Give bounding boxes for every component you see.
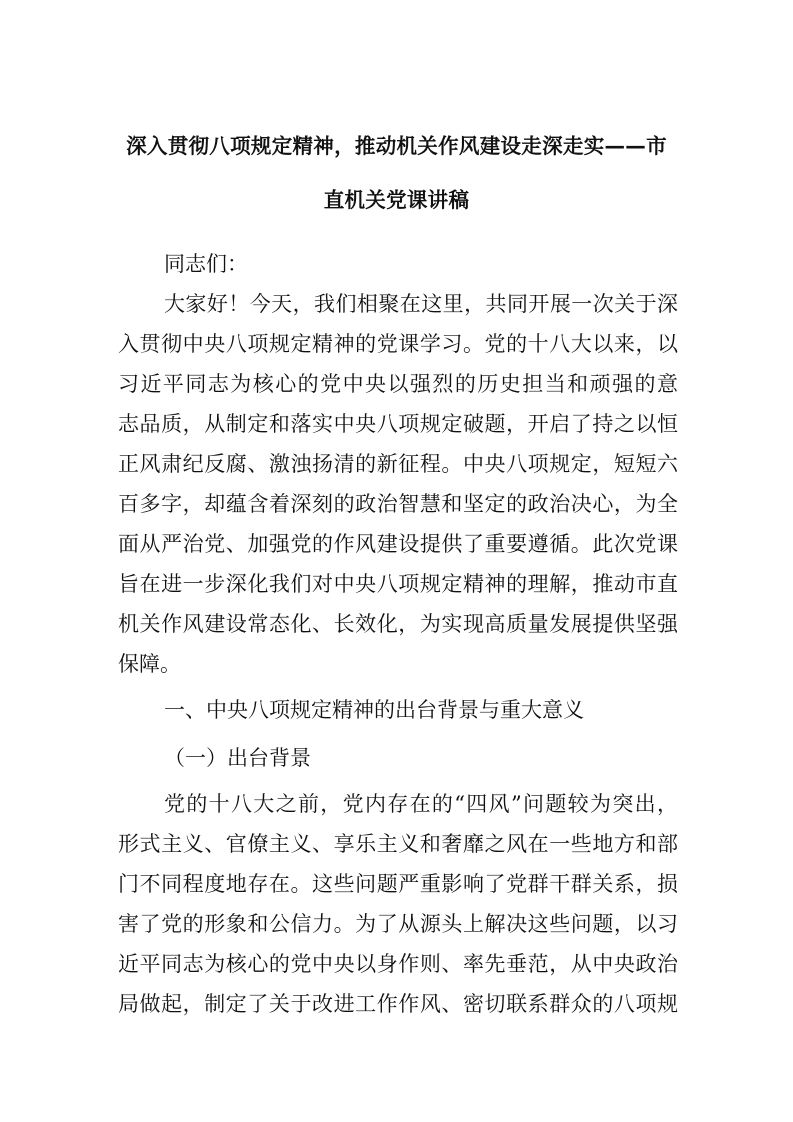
section-heading-1: 一、中央八项规定精神的出台背景与重大意义 [164, 698, 584, 722]
paragraph-1-line: 入贯彻中央八项规定精神的党课学习。党的十八大以来，以 [118, 332, 678, 356]
paragraph-1-line: 旨在进一步深化我们对中央八项规定精神的理解，推动市直 [118, 572, 678, 596]
paragraph-1-line: 志品质，从制定和落实中央八项规定破题，开启了持之以恒 [118, 412, 678, 436]
paragraph-2-line: 党的十八大之前，党内存在的“四风”问题较为突出， [164, 792, 678, 816]
paragraph-1-line: 保障。 [118, 652, 181, 676]
document-title-line-2: 直机关党课讲稿 [323, 188, 470, 212]
paragraph-1-line: 正风肃纪反腐、激浊扬清的新征程。中央八项规定，短短六 [118, 452, 678, 476]
subsection-heading-1: （一）出台背景 [164, 746, 311, 770]
paragraph-1-line: 大家好！今天，我们相聚在这里，共同开展一次关于深 [164, 292, 678, 316]
greeting: 同志们： [164, 252, 248, 276]
paragraph-1-line: 面从严治党、加强党的作风建设提供了重要遵循。此次党课 [118, 532, 678, 556]
paragraph-2-line: 害了党的形象和公信力。为了从源头上解决这些问题，以习 [118, 912, 678, 936]
paragraph-1-line: 百多字，却蕴含着深刻的政治智慧和坚定的政治决心，为全 [118, 492, 678, 516]
paragraph-1-line: 机关作风建设常态化、长效化，为实现高质量发展提供坚强 [118, 612, 678, 636]
paragraph-1-line: 习近平同志为核心的党中央以强烈的历史担当和顽强的意 [118, 372, 678, 396]
paragraph-2-line: 近平同志为核心的党中央以身作则、率先垂范，从中央政治 [118, 952, 678, 976]
paragraph-2-line: 形式主义、官僚主义、享乐主义和奢靡之风在一些地方和部 [118, 832, 678, 856]
paragraph-2-line: 门不同程度地存在。这些问题严重影响了党群干群关系，损 [118, 872, 678, 896]
document-title-line-1: 深入贯彻八项规定精神，推动机关作风建设走深走实——市 [126, 134, 667, 158]
paragraph-2-line: 局做起，制定了关于改进工作作风、密切联系群众的八项规 [118, 992, 678, 1016]
